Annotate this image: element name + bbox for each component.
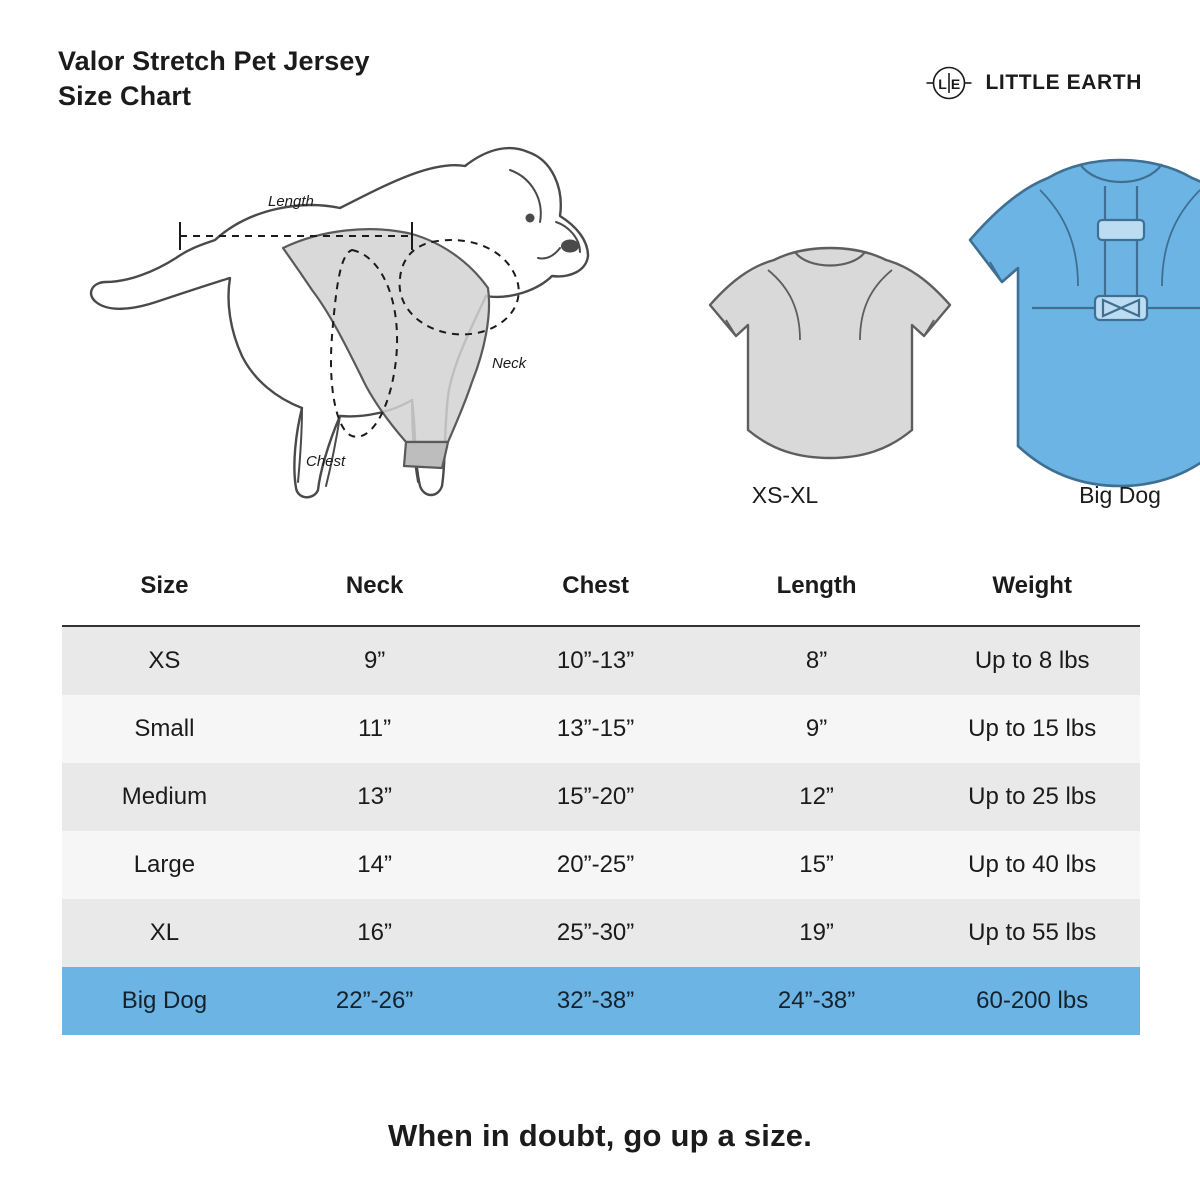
big-dog-jersey-graphic	[970, 160, 1200, 486]
cell-weight: Up to 25 lbs	[924, 763, 1140, 831]
column-header-size: Size	[62, 555, 267, 626]
big-jersey-caption: Big Dog	[1079, 482, 1161, 508]
dog-measurement-diagram	[40, 130, 640, 530]
column-header-neck: Neck	[267, 555, 483, 626]
cell-weight: Up to 40 lbs	[924, 831, 1140, 899]
cell-length: 12”	[709, 763, 925, 831]
cell-size: XL	[62, 899, 267, 967]
cell-chest: 32”-38”	[482, 967, 708, 1035]
cell-size: Small	[62, 695, 267, 763]
cell-neck: 16”	[267, 899, 483, 967]
table-row	[62, 899, 1140, 967]
cell-neck: 22”-26”	[267, 967, 483, 1035]
page-title-line-1: Valor Stretch Pet Jersey	[58, 46, 370, 76]
table-body	[62, 626, 1140, 1035]
chest-label: Chest	[306, 453, 346, 470]
illustration-area	[40, 130, 1160, 530]
cell-neck: 13”	[267, 763, 483, 831]
cell-size: Large	[62, 831, 267, 899]
column-header-chest: Chest	[482, 555, 708, 626]
header	[58, 44, 1142, 136]
jersey-illustrations	[640, 130, 1200, 530]
small-jersey-caption: XS-XL	[751, 482, 819, 508]
table-head	[62, 555, 1140, 626]
length-label: Length	[268, 193, 314, 210]
cell-length: 15”	[709, 831, 925, 899]
table-row	[62, 626, 1140, 695]
page-title-line-2: Size Chart	[58, 80, 192, 111]
brand-lockup	[926, 60, 1142, 106]
cell-length: 9”	[709, 695, 925, 763]
size-table	[62, 555, 1140, 1035]
cell-chest: 15”-20”	[482, 763, 708, 831]
footer-note: When in doubt, go up a size.	[387, 1118, 813, 1153]
cell-length: 8”	[709, 626, 925, 695]
cell-length: 19”	[709, 899, 925, 967]
cell-neck: 9”	[267, 626, 483, 695]
cell-chest: 20”-25”	[482, 831, 708, 899]
cell-chest: 13”-15”	[482, 695, 708, 763]
brand-name: LITTLE EARTH	[985, 71, 1142, 94]
column-header-length: Length	[709, 555, 925, 626]
table-row	[62, 831, 1140, 899]
table-row-big-dog	[62, 967, 1140, 1035]
cell-weight: Up to 55 lbs	[924, 899, 1140, 967]
neck-label: Neck	[492, 355, 527, 372]
cell-neck: 11”	[267, 695, 483, 763]
cell-size: XS	[62, 626, 267, 695]
table-row	[62, 763, 1140, 831]
cell-weight: Up to 15 lbs	[924, 695, 1140, 763]
cell-weight: Up to 8 lbs	[924, 626, 1140, 695]
little-earth-logo-icon	[926, 60, 972, 106]
cell-length: 24”-38”	[709, 967, 925, 1035]
cell-chest: 10”-13”	[482, 626, 708, 695]
cell-size: Medium	[62, 763, 267, 831]
cell-neck: 14”	[267, 831, 483, 899]
table-header-row	[62, 555, 1140, 626]
cell-weight: 60-200 lbs	[924, 967, 1140, 1035]
cell-chest: 25”-30”	[482, 899, 708, 967]
small-jersey-graphic	[710, 248, 950, 458]
svg-text:L: L	[938, 76, 948, 92]
cell-size: Big Dog	[62, 967, 267, 1035]
column-header-weight: Weight	[924, 555, 1140, 626]
table-row	[62, 695, 1140, 763]
svg-text:E: E	[951, 76, 961, 92]
